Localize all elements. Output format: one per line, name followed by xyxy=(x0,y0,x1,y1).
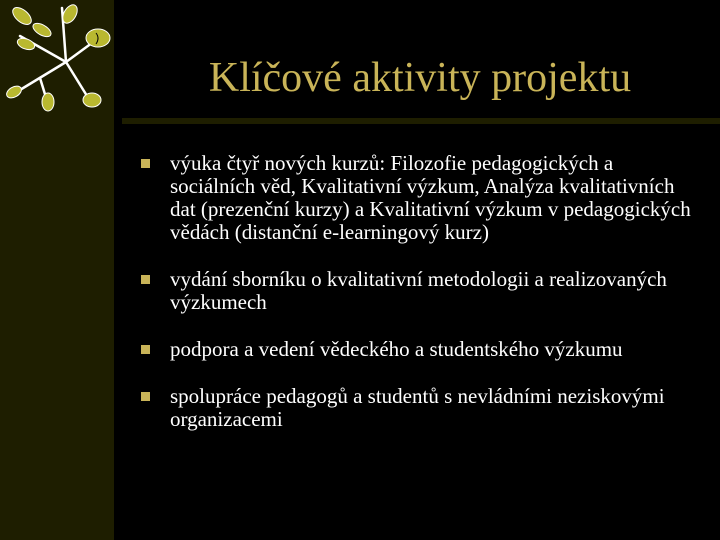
square-bullet-icon xyxy=(141,345,150,354)
square-bullet-icon xyxy=(141,159,150,168)
title-divider xyxy=(122,118,720,124)
bullet-text: výuka čtyř nových kurzů: Filozofie pedagogických a sociálních věd, Kvalitativní výzkum, Analýza kvalitativních dat (prezenční kurzy) a Kvalitativní výzkum v pedagogických vědách (distanční e-learningový kurz) xyxy=(170,151,691,244)
leaf-sprig-icon xyxy=(0,0,114,118)
bullet-item xyxy=(138,268,698,314)
square-bullet-icon xyxy=(141,275,150,284)
bullet-item xyxy=(138,152,698,244)
bullet-item xyxy=(138,338,698,361)
bullet-text: podpora a vedení vědeckého a studentského výzkumu xyxy=(170,337,623,361)
slide-title: Klíčové aktivity projektu xyxy=(208,55,632,101)
bullet-list xyxy=(138,152,698,455)
square-bullet-icon xyxy=(141,392,150,401)
bullet-text: spolupráce pedagogů a studentů s nevládními neziskovými organizacemi xyxy=(170,384,665,431)
bullet-item xyxy=(138,385,698,431)
bullet-text: vydání sborníku o kvalitativní metodologii a realizovaných výzkumech xyxy=(170,267,667,314)
